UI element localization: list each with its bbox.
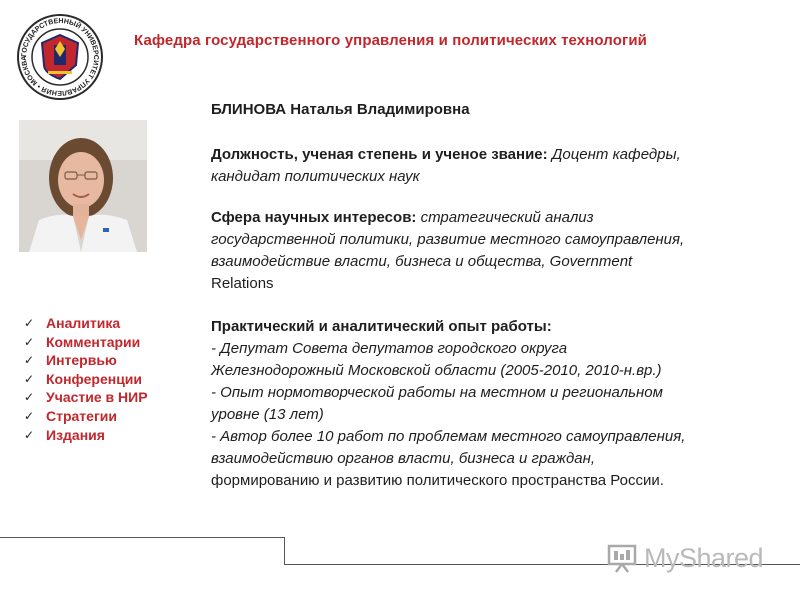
experience-line-3: - Опыт нормотворческой работы на местном и региональном: [211, 384, 663, 401]
position-value-1: Доцент кафедры,: [551, 146, 681, 163]
experience-line-7: формированию и развитию политического пространства России.: [211, 472, 664, 489]
position-label: Должность, ученая степень и ученое звание:: [211, 146, 548, 163]
list-item: [24, 426, 148, 445]
check-icon: ✓: [24, 390, 35, 405]
person-name: БЛИНОВА Наталья Владимировна: [211, 101, 470, 118]
footer-rule-left: [0, 537, 285, 538]
check-icon: ✓: [24, 371, 35, 386]
check-icon: ✓: [24, 316, 35, 330]
logo-ring-text: ГОСУДАРСТВЕННЫЙ УНИВЕРСИТЕТ УПРАВЛЕНИЯ • МОСКВА: [20, 17, 100, 97]
experience-line-6: взаимодействию органов власти, бизнеса и граждан,: [211, 450, 596, 467]
list-item: [24, 351, 148, 370]
list-item-label: Аналитика: [46, 315, 121, 331]
check-icon: ✓: [24, 427, 35, 442]
presentation-icon: [606, 542, 638, 574]
experience-line-2: Железнодорожный Московской области (2005-2010, 2010-н.вр.): [211, 362, 662, 379]
interests-block: [211, 207, 791, 295]
portrait-photo: [19, 120, 147, 252]
list-item-label: Конференции: [46, 370, 143, 387]
experience-label: Практический и аналитический опыт работы:: [211, 318, 552, 335]
watermark: [606, 540, 763, 576]
experience-line-5: - Автор более 10 работ по проблемам местного самоуправления,: [211, 428, 686, 445]
check-icon: ✓: [24, 353, 35, 368]
interests-value-1: стратегический анализ: [420, 209, 594, 226]
check-icon: ✓: [24, 408, 35, 423]
university-logo: [14, 13, 106, 101]
interests-line-3: Relations: [211, 275, 274, 292]
interests-line-1: государственной политики, развитие местного самоуправления,: [211, 231, 685, 248]
position-value-2: кандидат политических наук: [211, 168, 420, 185]
list-item-label: Стратегии: [46, 407, 117, 424]
list-item: [24, 314, 148, 333]
activity-list: [24, 314, 148, 444]
experience-line-4: уровне (13 лет): [211, 406, 324, 423]
list-item: [24, 388, 148, 407]
position-block: [211, 144, 791, 188]
footer-rule-step: [284, 537, 285, 565]
list-item-label: Интервью: [46, 352, 117, 369]
page-title: Кафедра государственного управления и политических технологий: [134, 32, 647, 49]
list-item: [24, 333, 148, 352]
list-item: [24, 407, 148, 426]
list-item-label: Издания: [46, 426, 105, 443]
experience-line-1: - Депутат Совета депутатов городского округа: [211, 340, 568, 357]
check-icon: ✓: [24, 334, 35, 349]
interests-line-2: взаимодействие власти, бизнеса и общества, Government: [211, 253, 633, 270]
list-item-label: Участие в НИР: [46, 389, 148, 406]
interests-label: Сфера научных интересов:: [211, 209, 417, 226]
experience-block: [211, 316, 791, 492]
watermark-text: MyShared: [644, 542, 764, 573]
list-item-label: Комментарии: [46, 333, 141, 350]
list-item: [24, 370, 148, 389]
